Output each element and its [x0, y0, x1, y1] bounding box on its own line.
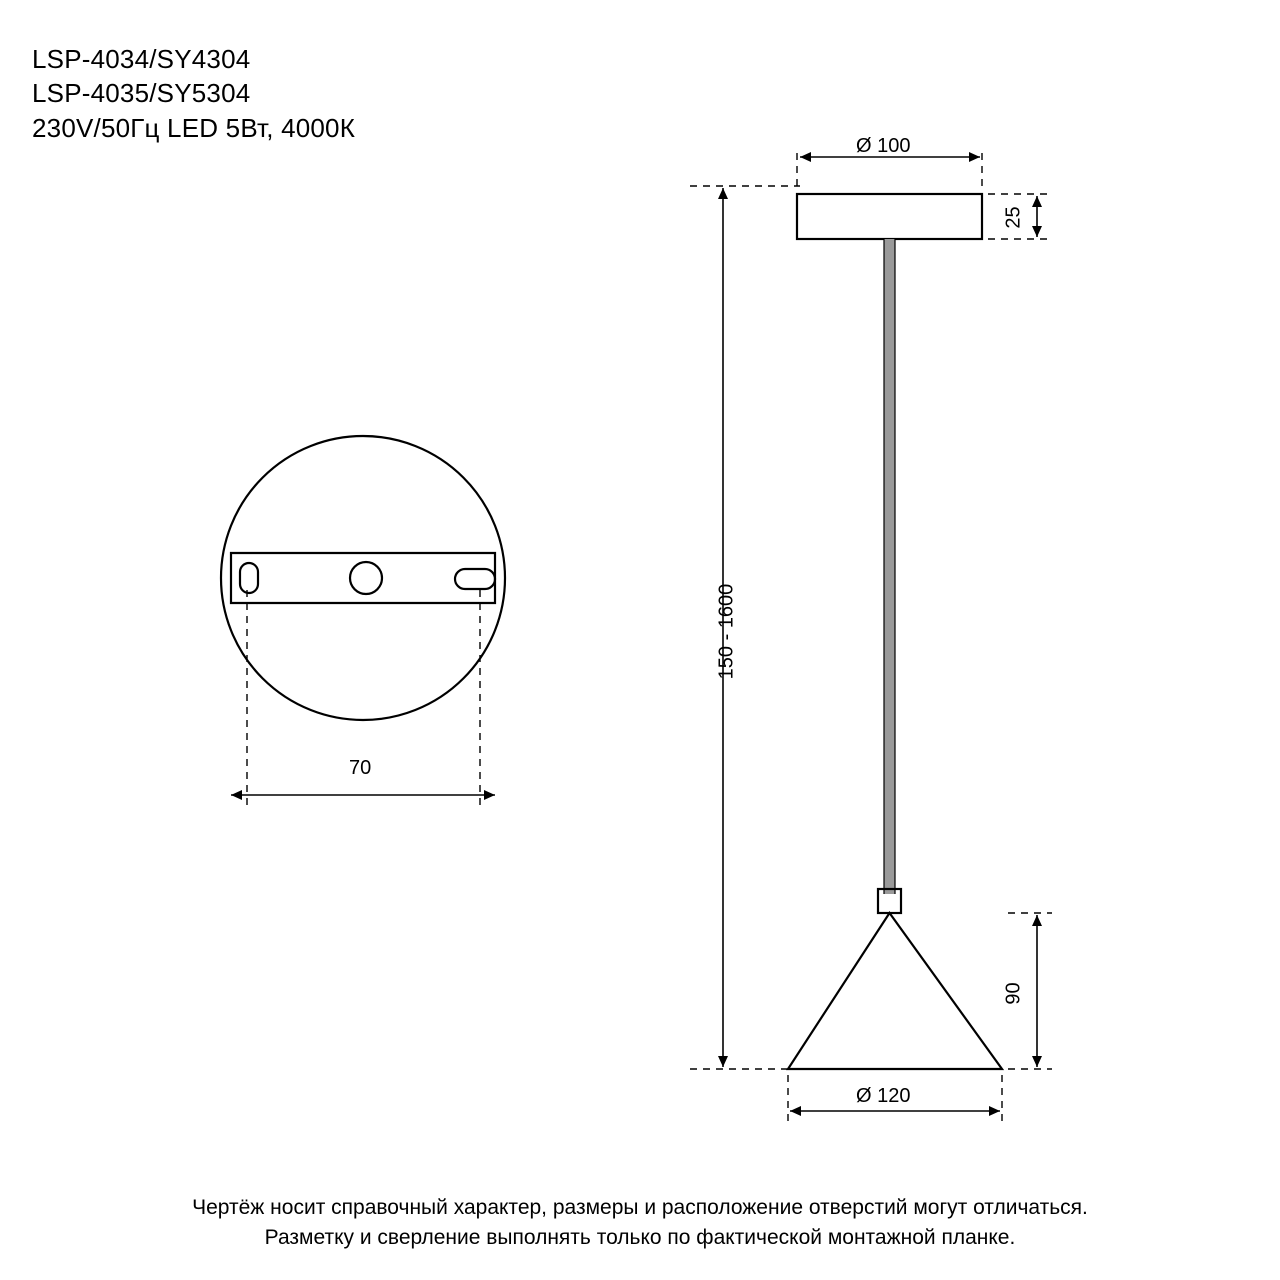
elevation-extension-lines [690, 148, 1052, 1122]
elevation-view-group [788, 194, 1002, 1069]
dimension-label-canopy-diameter: Ø 100 [856, 135, 911, 157]
cable-hole-center [350, 562, 382, 594]
mounting-hole-left-slot [240, 563, 258, 593]
suspension-cable [884, 239, 895, 894]
dimension-label-shade-diameter: Ø 120 [856, 1085, 911, 1107]
title-line-model-2: LSP-4035/SY5304 [32, 78, 251, 109]
plan-view-group [221, 436, 505, 720]
footer-note [0, 1193, 1280, 1254]
dimension-label-suspension-length: 150 - 1600 [715, 583, 738, 680]
footer-line-2: Разметку и сверление выполнять только по фактической монтажной планке. [264, 1226, 1016, 1250]
mounting-hole-right-slot [455, 569, 495, 589]
dimension-label-shade-height: 90 [1002, 982, 1025, 1005]
title-line-electrical-spec: 230V/50Гц LED 5Вт, 4000К [32, 112, 356, 143]
canopy-outline-circle [221, 436, 505, 720]
dimension-label-plate-width: 70 [349, 757, 372, 779]
dimension-label-canopy-height: 25 [1002, 206, 1025, 229]
canopy-rect [797, 194, 982, 239]
title-line-model-1: LSP-4034/SY4304 [32, 44, 251, 74]
footer-line-1: Чертёж носит справочный характер, размеры и расположение отверстий могут отличаться. [192, 1196, 1088, 1219]
cone-shade-outline [788, 913, 1002, 1069]
